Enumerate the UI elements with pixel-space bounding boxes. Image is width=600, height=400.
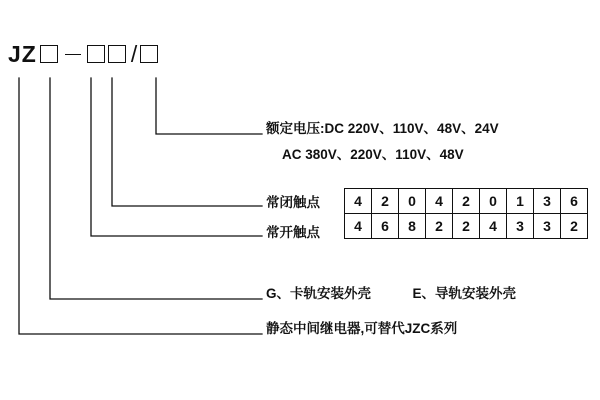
cell: 3 bbox=[534, 214, 561, 239]
label-normally-closed: 常闭触点 bbox=[266, 195, 320, 210]
label-shell-g: G、卡轨安装外壳 bbox=[266, 286, 372, 301]
cell: 4 bbox=[345, 189, 372, 214]
label-description: 静态中间继电器,可替代JZC系列 bbox=[266, 321, 458, 336]
cell: 2 bbox=[453, 214, 480, 239]
cell: 2 bbox=[372, 189, 399, 214]
cell: 4 bbox=[426, 189, 453, 214]
label-shell-e: E、导轨安装外壳 bbox=[412, 286, 517, 301]
code-slash: / bbox=[130, 40, 138, 67]
cell: 3 bbox=[507, 214, 534, 239]
code-letters: JZ bbox=[8, 40, 37, 67]
label-rated-voltage-ac: AC 380V、220V、110V、48V bbox=[282, 147, 464, 162]
label-rated-voltage-dc: 额定电压:DC 220V、110V、48V、24V bbox=[266, 121, 499, 136]
cell: 0 bbox=[480, 189, 507, 214]
label-normally-open: 常开触点 bbox=[266, 225, 320, 240]
cell: 8 bbox=[399, 214, 426, 239]
cell: 0 bbox=[399, 189, 426, 214]
cell: 4 bbox=[345, 214, 372, 239]
contacts-table bbox=[344, 188, 588, 239]
label-shell-types bbox=[266, 285, 516, 303]
table-row-normally-closed bbox=[345, 189, 588, 214]
cell: 2 bbox=[453, 189, 480, 214]
cell: 1 bbox=[507, 189, 534, 214]
cell: 3 bbox=[534, 189, 561, 214]
cell: 6 bbox=[561, 189, 588, 214]
table-row-normally-open bbox=[345, 214, 588, 239]
cell: 4 bbox=[480, 214, 507, 239]
cell: 2 bbox=[426, 214, 453, 239]
cell: 2 bbox=[561, 214, 588, 239]
cell: 6 bbox=[372, 214, 399, 239]
